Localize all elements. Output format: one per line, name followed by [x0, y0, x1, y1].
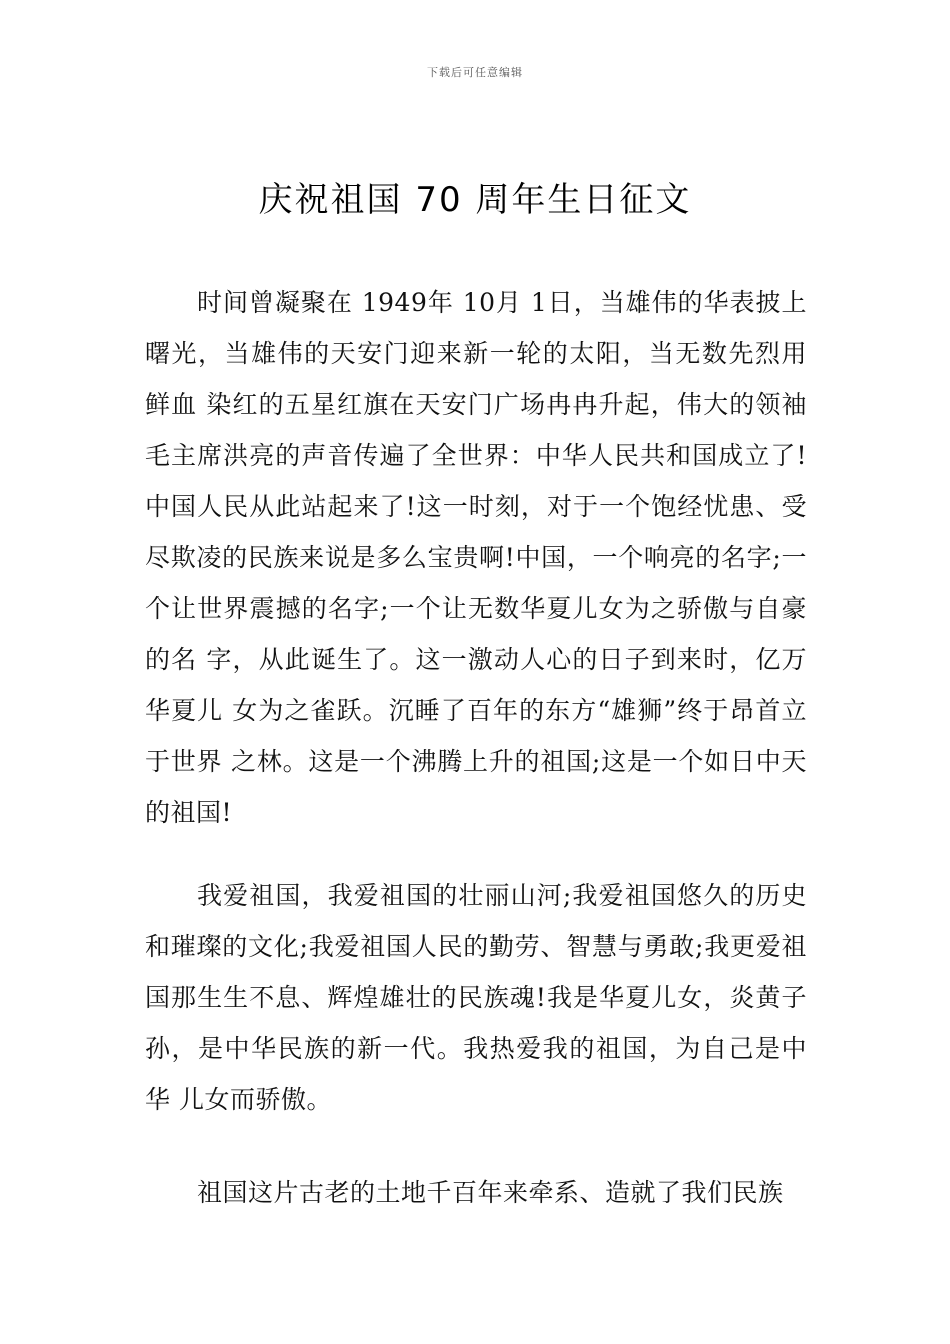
document-title: 庆祝祖国 70 周年生日征文 — [258, 180, 692, 220]
header-note: 下载后可任意编辑 — [427, 66, 523, 79]
body-paragraph-3: 祖国这片古老的土地千百年来牵系、造就了我们民族 — [197, 1178, 784, 1207]
body-paragraph-2: 我爱祖国，我爱祖国的壮丽山河;我爱祖国悠久的历史和璀璨的文化;我爱祖国人民的勤劳、智慧与勇敢;我更爱祖国那生生不息、辉煌雄壮的民族魂!我是华夏儿女，炎黄子孙，是中华民族的新一代。我热爱我的祖国，为自己是中华 儿女而骄傲。 — [145, 881, 807, 1114]
body-paragraph-1: 时间曾凝聚在 1949年 10月 1日，当雄伟的华表披上曙光，当雄伟的天安门迎来新一轮的太阳，当无数先烈用鲜血 染红的五星红旗在天安门广场冉冉升起，伟大的领袖毛主席洪亮的声音传遍了全世界：中华人民共和国成立了!中国人民从此站起来了!这一时刻，对于一个饱经忧患、受尽欺凌的民族来说是多么宝贵啊!中国，一个响亮的名字;一个让世界震撼的名字;一个让无数华夏儿女为之骄傲与自豪的名 字，从此诞生了。这一激动人心的日子到来时，亿万华夏儿 女为之雀跃。沉睡了百年的东方“雄狮”终于昂首立于世界 之林。这是一个沸腾上升的祖国;这是一个如日中天的祖国! — [145, 288, 807, 827]
